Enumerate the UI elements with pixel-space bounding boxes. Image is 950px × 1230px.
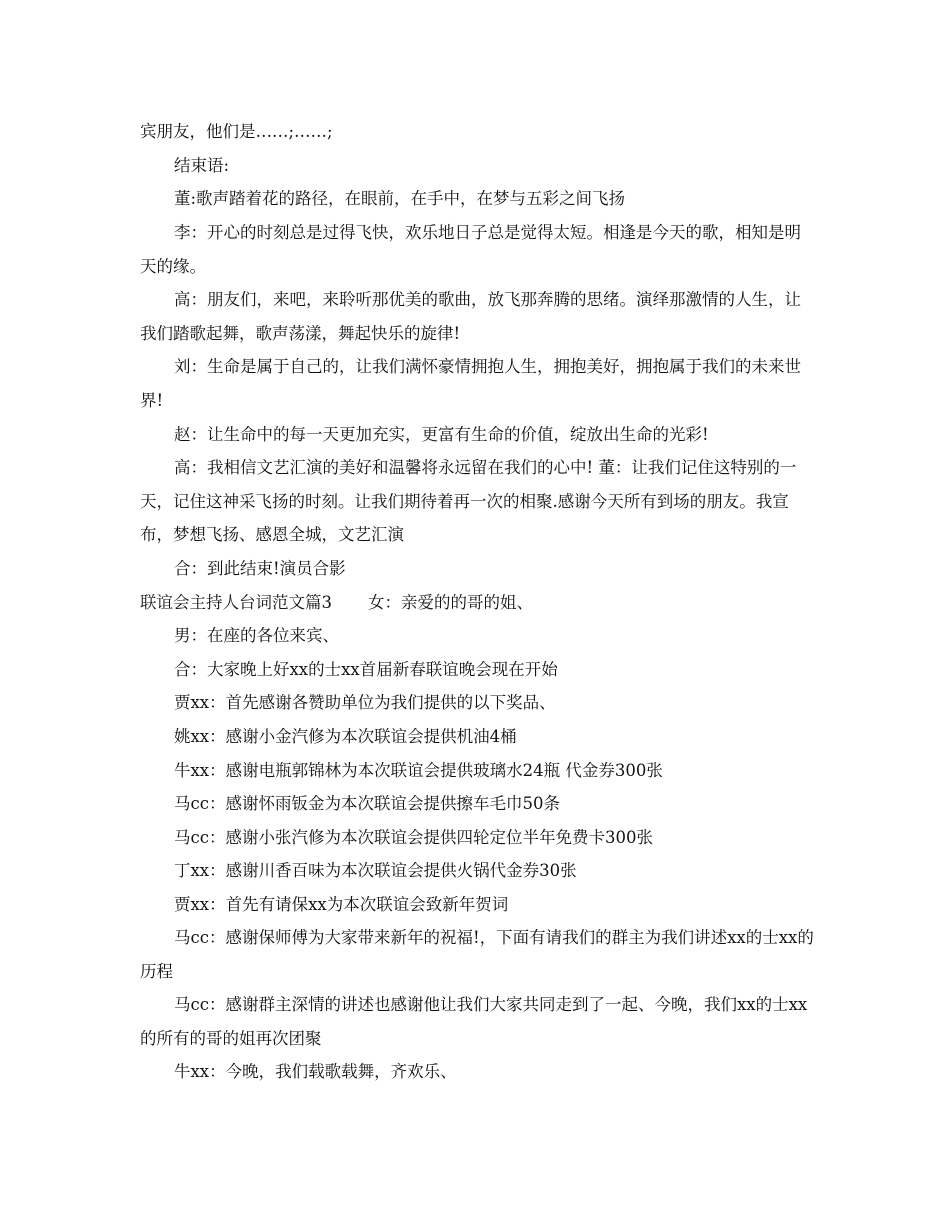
section-heading-line [140,586,816,620]
paragraph-continuation: 宾朋友，他们是……;……; [140,122,333,141]
paragraph-closing-heading: 结束语: [174,156,230,175]
section-first-line: 女：亲爱的的哥的姐、 [368,593,533,612]
script-line: 马cc：感谢保师傅为大家带来新年的祝福!，下面有请我们的群主为我们讲述xx的士xx的历程 [140,928,814,981]
script-line: 马cc：感谢怀雨钣金为本次联谊会提供擦车毛巾50条 [174,794,560,813]
script-line: 牛xx：感谢电瓶郭锦林为本次联谊会提供玻璃水24瓶 代金券300张 [174,761,663,780]
script-line: 牛xx：今晚，我们载歌载舞，齐欢乐、 [174,1062,457,1081]
paragraph-he: 合：到此结束!演员合影 [174,559,346,578]
paragraph-gao-dong: 高：我相信文艺汇演的美好和温馨将永远留在我们的心中! 董：让我们记住这特别的一天，记住这神采飞扬的时刻。让我们期待着再一次的相聚.感谢今天所有到场的朋友。我宣布，梦想飞扬、感恩全城，文艺汇演 [140,458,797,545]
script-line: 贾xx：首先感谢各赞助单位为我们提供的以下奖品、 [174,693,556,712]
script-line: 姚xx：感谢小金汽修为本次联谊会提供机油4桶 [174,727,517,746]
script-line: 马cc：感谢小张汽修为本次联谊会提供四轮定位半年免费卡300张 [174,828,653,847]
section-title: 联谊会主持人台词范文篇3 [140,593,332,612]
paragraph-zhao: 赵：让生命中的每一天更加充实，更富有生命的价值，绽放出生命的光彩! [174,425,709,444]
script-line: 马cc：感谢群主深情的讲述也感谢他让我们大家共同走到了一起、今晚，我们xx的士xx的所有的哥的姐再次团聚 [140,995,808,1048]
paragraph-gao: 高：朋友们，来吧，来聆听那优美的歌曲，放飞那奔腾的思绪。演绎那激情的人生，让我们踏歌起舞，歌声荡漾，舞起快乐的旋律! [140,290,801,343]
script-line: 合：大家晚上好xx的士xx首届新春联谊晚会现在开始 [174,660,558,679]
paragraph-dong: 董:歌声踏着花的路径，在眼前，在手中，在梦与五彩之间飞扬 [174,189,626,208]
paragraph-li: 李：开心的时刻总是过得飞快，欢乐地日子总是觉得太短。相逢是今天的歌，相知是明天的缘。 [140,223,801,276]
paragraph-liu: 刘：生命是属于自己的，让我们满怀豪情拥抱人生，拥抱美好，拥抱属于我们的未来世界! [140,357,801,410]
script-line: 丁xx：感谢川香百味为本次联谊会提供火锅代金券30张 [174,861,577,880]
script-line: 贾xx：首先有请保xx为本次联谊会致新年贺词 [174,895,509,914]
script-line: 男：在座的各位来宾、 [174,626,339,645]
